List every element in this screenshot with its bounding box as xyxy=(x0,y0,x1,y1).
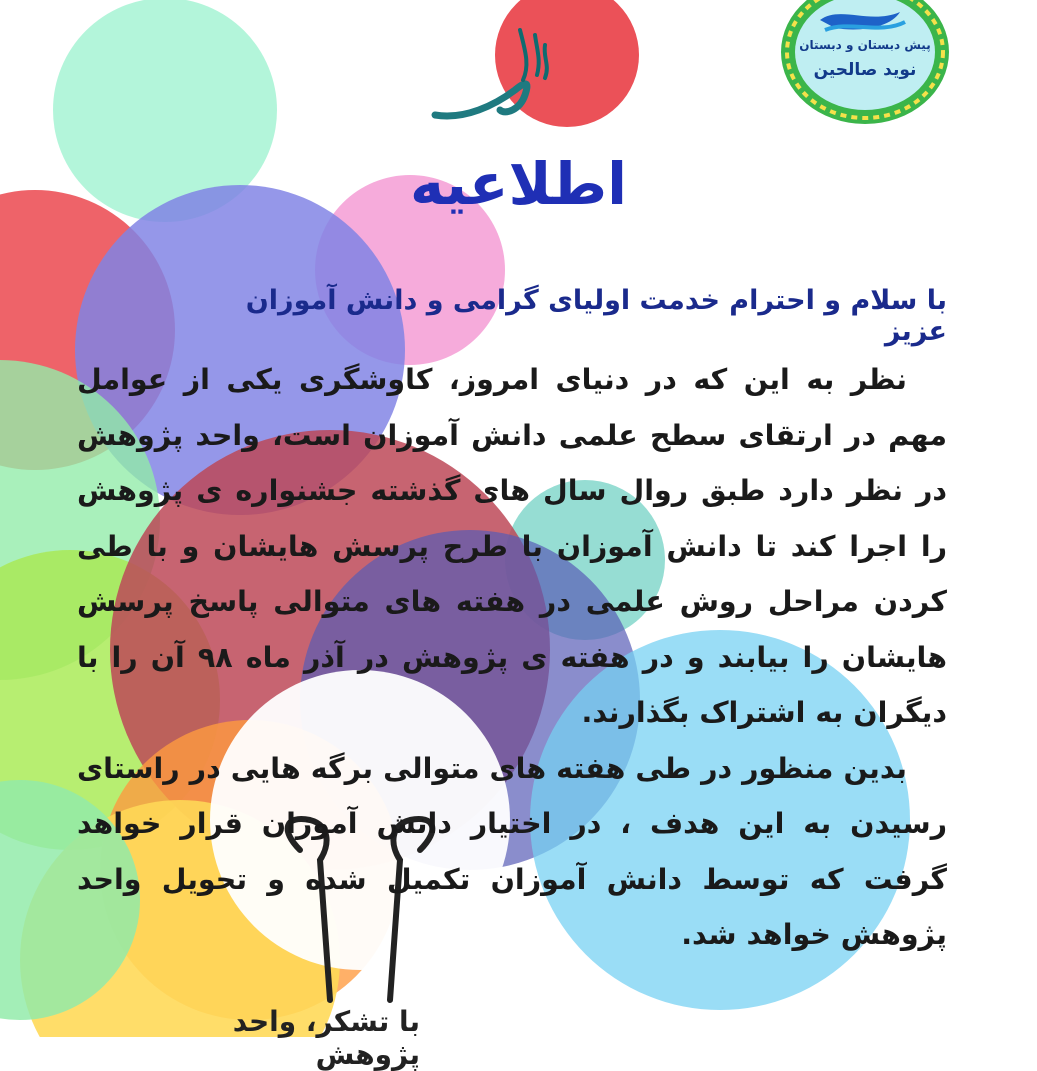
school-logo xyxy=(780,0,950,125)
badge-subtitle: پیش دبستان و دبستان xyxy=(799,38,931,52)
badge-school-name: نوید صالحین xyxy=(813,60,917,80)
notice-title: اطلاعیه xyxy=(409,150,628,218)
notice-body xyxy=(77,352,947,963)
notice-paragraph-2: بدین منظور در طی هفته های متوالی برگه هایی در راستای رسیدن به این هدف ، در اختیار دانش آموزان قرار خواهد گرفت که توسط دانش آموزان تکمیل شده و تحویل واحد پژوهش خواهد شد. xyxy=(77,751,947,951)
notice-greeting: با سلام و احترام خدمت اولیای گرامی و دانش آموزان عزیز xyxy=(245,285,947,347)
notice-paragraph-1: نظر به این که در دنیای امروز، کاوشگری یکی از عوامل مهم در ارتقای سطح علمی دانش آموزان است، واحد پژوهش در نظر دارد طبق روال سال های گذشته جشنواره ی پژوهش را اجرا کند تا دانش آموزان با طرح پرسش هایشان و با طی کردن مراحل روش علمی در هفته های متوالی پاسخ پرسش هایشان را بیابند و در هفته ی پژوهش در آذر ماه ۹۸ آن را با دیگران به اشتراک بگذارند. xyxy=(77,363,947,729)
calligraphy-logo-icon xyxy=(425,20,555,130)
notice-signature: با تشکر، واحد پژوهش xyxy=(232,1005,420,1071)
